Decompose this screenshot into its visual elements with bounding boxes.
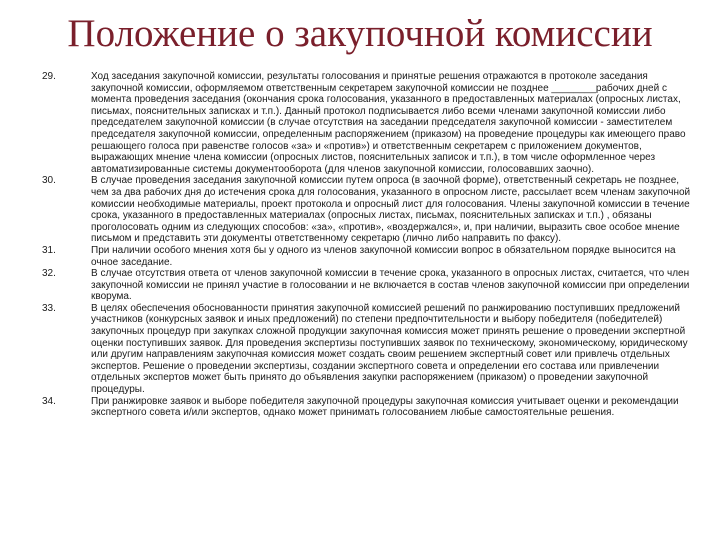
list-item [32,396,698,419]
item-number: 33. [42,302,56,314]
item-text: При наличии особого мнения хотя бы у одного из членов закупочной комиссии вопрос в обязательном порядке выносится на очное заседание. [91,244,676,268]
list-item [32,245,698,268]
item-text: В случае отсутствия ответа от членов закупочной комиссии в течение срока, указанного в опросных листах, считается, что член закупочной комиссии не принял участие в голосовании и не включается в состав членов закупочной комиссии при определении кворума. [91,268,690,303]
item-number: 34. [42,395,56,407]
page-title: Положение о закупочной комиссии [67,12,653,55]
item-text: При ранжировке заявок и выборе победителя закупочной процедуры закупочная комиссия учитывает оценки и рекомендации экспертного совета и/или экспертов, однако может принимать голосованием любые самостоятельные решения. [91,395,679,419]
list-item [32,268,698,303]
item-number: 31. [42,244,56,256]
item-text: В случае проведения заседания закупочной комиссии путем опроса (в заочной форме), ответственный секретарь не позднее, чем за два рабочих дня до истечения срока для голосования, указанного в опросном листе, рассылает всем членам закупочной комиссии необходимые материалы, проект протокола и опросный лист для голосования. Члены закупочной комиссии в течение срока, указанного в предоставленных материалах (опросных листах, письмах, пояснительных записках и т.п.) , обязаны проголосовать одним из следующих способов: «за», «против», «воздержался», и, при наличии, выразить свое особое мнение письмом и представить эти документы ответственному секретарю (лично либо направить по факсу). [91,175,691,245]
list-item [32,175,698,245]
item-number: 32. [42,268,56,280]
list-item [32,303,698,396]
list-item [32,71,698,175]
clause-list [32,71,698,419]
item-number: 29. [42,71,56,82]
item-text: В целях обеспечения обоснованности принятия закупочной комиссией решений по ранжированию поступивших предложений участников (конкурсных заявок и иных предложений) по степени предпочтительности и выбору победителя (победителей) закупочных процедур при закупках сложной продукции закупочная комиссия может принять решение о проведении экспертной оценки поступивших заявок. Для проведения экспертизы поступивших заявок по техническому, экономическому, юридическому или другим направлениям закупочная комиссия может создать своим решением экспертный совет или привлечь отдельных экспертов. Решение о проведении экспертизы, создании экспертного совета и определении его состава или привлечении отдельных экспертов может быть принято до объявления закупки распоряжением (приказом) о проведении закупочной процедуры. [91,302,688,396]
item-text: Ход заседания закупочной комиссии, результаты голосования и принятые решения отражаются в протоколе заседания закупочной комиссии, оформляемом ответственным секретарем закупочной комиссии не позднее ________рабочих дней с момента проведения заседания (окончания срока голосования, указанного в предоставленных материалах (опросных листах, письмах, пояснительных записках и т.п.). Данный протокол подписывается либо всеми членами закупочной комиссии либо председателем закупочной комиссии (в случае отсутствия на заседании председателя закупочной комиссии - заместителем председателя закупочной комиссии, определенным распоряжением (приказом) на проведение процедуры как имеющего право решающего голоса при равенстве голосов «за» и «против») и ответственным секретарем с приложением документов, выражающих мнение члена комиссии (опросных листов, пояснительных записок и т.п.), в том числе оформленное через автоматизированные системы документооборота (для членов закупочной комиссии, голосовавших заочно). [91,71,686,175]
item-number: 30. [42,175,56,187]
